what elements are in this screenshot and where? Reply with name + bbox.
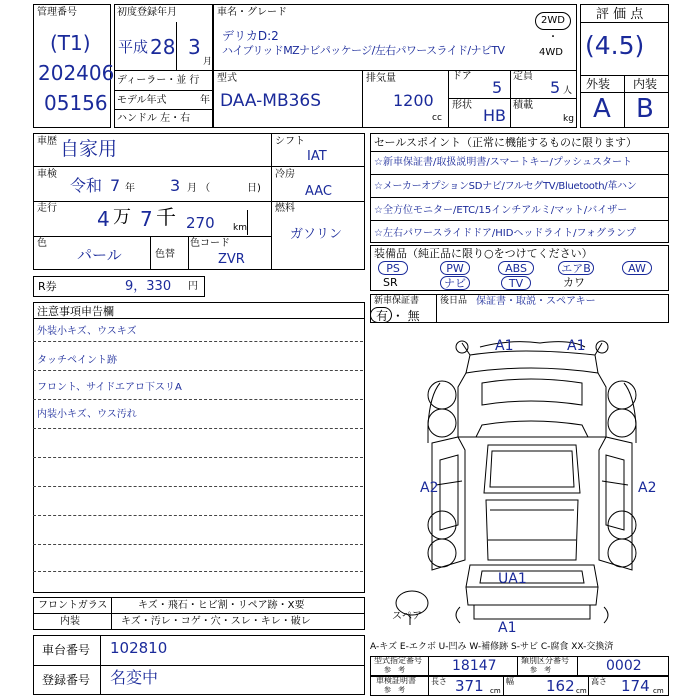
shaken-cert-label: 車検証明書 xyxy=(376,676,416,685)
model-year-label: モデル年式 xyxy=(117,95,167,106)
glass-line xyxy=(33,613,365,614)
kanri-num1: 202406 xyxy=(38,61,115,85)
notes-rule-5 xyxy=(33,457,363,458)
shaken-year: 7 xyxy=(110,176,121,195)
note-2: タッチペイント跡 xyxy=(37,355,117,366)
haiki-label: 排気量 xyxy=(366,73,396,84)
drive-2wd: 2WD xyxy=(541,15,565,26)
shift-label: シフト xyxy=(275,136,305,147)
r-box xyxy=(33,276,205,297)
equip-aw: AW xyxy=(622,261,652,275)
naiso: B xyxy=(636,94,654,124)
notes-rule-1 xyxy=(33,341,363,342)
color-code: ZVR xyxy=(218,252,245,267)
equip-pw: PW xyxy=(440,261,470,275)
equip-airb: エアB xyxy=(558,261,594,275)
note-3: フロント、サイドエアロ下スリA xyxy=(37,382,182,393)
height-label: 高さ xyxy=(591,677,607,686)
shaken-year-unit: 年 xyxy=(125,183,135,194)
sekisai-label: 積載 xyxy=(513,100,533,111)
drive-4wd: 4WD xyxy=(539,47,563,58)
gaiso-label: 外装 xyxy=(586,77,611,91)
note-4: 内装小キズ、ウス汚れ xyxy=(37,409,137,420)
teiin-unit: 人 xyxy=(563,86,573,96)
kata-shitei-sub: 参 考 xyxy=(384,666,405,674)
naigai-divider xyxy=(624,75,625,128)
mark-rear: UA1 xyxy=(498,571,527,587)
man-unit: 万 xyxy=(113,207,131,228)
shaken-cert-sub: 参 考 xyxy=(384,686,405,694)
equip-title: 装備品（純正品に限り○をつけてください） xyxy=(374,247,593,260)
equip-ps: PS xyxy=(378,261,408,275)
mark-side-left: A2 xyxy=(420,480,439,496)
katashiki: DAA-MB36S xyxy=(220,91,322,111)
equip-navi: ナビ xyxy=(440,276,470,290)
shodo-label: 初度登録年月 xyxy=(117,7,177,18)
nenryo-label: 燃料 xyxy=(275,203,295,214)
equip-abs: ABS xyxy=(498,261,534,275)
notes-rule-4 xyxy=(33,428,363,429)
sekisai-unit: kg xyxy=(563,114,574,124)
warranty-label: 新車保証書 xyxy=(374,296,420,306)
iro-label: 色 xyxy=(37,238,47,249)
hyoka-line xyxy=(580,22,669,23)
later-label: 後日品 xyxy=(440,296,468,306)
width: 162 xyxy=(546,677,575,695)
iro-line xyxy=(33,236,271,237)
ruibetsu-label: 類別区分番号 xyxy=(521,656,569,665)
notes-rule-9 xyxy=(33,571,363,572)
length-cm: cm xyxy=(490,687,501,695)
name-line2: ハイブリッドMZナビパッケージ/左右パワースライド/ナビTV xyxy=(222,44,505,57)
haiki: 1200 xyxy=(393,91,434,110)
door-divider xyxy=(448,70,449,128)
front-glass: キズ・飛石・ヒビ割・リペア跡・X要 xyxy=(138,600,305,611)
hyoka: (4.5) xyxy=(585,31,645,60)
sales-line1 xyxy=(370,174,669,175)
shaken-month: 3 xyxy=(170,176,181,195)
shareki: 自家用 xyxy=(60,138,118,160)
reg: 名変中 xyxy=(110,668,159,687)
kata-shitei: 18147 xyxy=(452,658,497,674)
model-year-unit: 年 xyxy=(200,95,210,106)
sales-line2 xyxy=(370,197,669,198)
car-diagram xyxy=(370,325,670,635)
later: 保証書・取説・スペアキー xyxy=(476,296,596,307)
year: 28 xyxy=(150,35,176,59)
shaken-line xyxy=(33,166,271,167)
name-line1: デリカD:2 xyxy=(222,29,279,43)
sen-unit: 千 xyxy=(156,205,176,229)
sales-title: セールスポイント（正常に機能するものに限ります） xyxy=(374,136,638,149)
hyoka-label: 評 価 点 xyxy=(596,7,644,22)
equip-tv: TV xyxy=(501,276,531,290)
month: 3 xyxy=(188,35,201,59)
soko-rest: 270 xyxy=(186,214,215,232)
spare-label: スペア xyxy=(392,611,422,622)
shareki-label: 車歴 xyxy=(37,136,57,147)
teiin-divider xyxy=(510,70,511,98)
notes-rule-7 xyxy=(33,515,363,516)
equip-sr: SR xyxy=(383,276,398,289)
notes-rule-6 xyxy=(33,486,363,487)
nenryo-line xyxy=(271,201,365,202)
warranty-divider xyxy=(436,294,437,323)
mark-rear-bottom: A1 xyxy=(498,620,517,636)
kata-divider1 xyxy=(428,656,429,676)
notes-rule-8 xyxy=(33,544,363,545)
sales-line-1: ☆新車保証書/取扱説明書/スマートキー/プッシュスタート xyxy=(374,157,632,168)
door-label: ドア xyxy=(452,71,472,82)
km-unit: km xyxy=(233,223,247,233)
shaken-day-unit: 日) xyxy=(247,183,261,194)
length-label: 長さ xyxy=(431,677,447,686)
colorcode-divider xyxy=(188,236,189,270)
iro: パール xyxy=(77,246,122,264)
mark-side-right: A2 xyxy=(638,480,657,496)
height: 174 xyxy=(621,677,650,695)
shokugae-divider xyxy=(150,236,151,270)
cert-divider1 xyxy=(428,676,429,696)
haiki-unit: cc xyxy=(432,113,442,123)
chassis-label: 車台番号 xyxy=(42,643,91,657)
r-value: 9，330 xyxy=(125,279,172,294)
kata-divider2 xyxy=(517,656,518,676)
shokugae-label: 色替 xyxy=(155,249,175,260)
width-cm: cm xyxy=(576,687,587,695)
soko-line xyxy=(33,201,271,202)
km-divider xyxy=(247,210,248,235)
sales-line-4: ☆左右パワースライドドア/HIDヘッドライト/フォグランプ xyxy=(374,228,636,239)
teiin: 5 xyxy=(550,78,561,97)
soko-man: 4 xyxy=(97,207,110,231)
kanri-t: (T1) xyxy=(50,31,91,55)
kata-shitei-label: 型式指定番号 xyxy=(374,656,422,665)
nenryo: ガソリン xyxy=(290,227,343,242)
note-1: 外装小キズ、ウスキズ xyxy=(37,326,137,337)
chassis-divider xyxy=(100,635,101,695)
notes-box xyxy=(33,302,365,593)
soko-sen: 7 xyxy=(140,207,153,231)
cert-divider3 xyxy=(588,676,589,696)
front-glass-label: フロントガラス xyxy=(38,600,108,611)
glass-divider xyxy=(111,597,112,630)
kanri-num2: 05156 xyxy=(44,91,108,115)
sales-line0 xyxy=(370,151,669,152)
sales-line-2: ☆メーカーオプションSDナビ/フルセグTV/Bluetooth/革ハン xyxy=(374,181,637,192)
legend: A-キズ E-エクボ U-凹み W-補修跡 S-サビ C-腐食 XX-交換済 xyxy=(370,642,614,652)
ruibetsu-sub: 参 考 xyxy=(530,666,551,674)
width-label: 幅 xyxy=(506,677,514,686)
sekisai-divider xyxy=(510,98,511,128)
keijo-line xyxy=(448,98,577,99)
notes-title-line xyxy=(33,318,365,319)
keijo-label: 形状 xyxy=(452,100,472,111)
drive-dot: ・ xyxy=(548,32,558,43)
height-cm: cm xyxy=(653,687,664,695)
shaken-era: 令和 xyxy=(70,176,103,195)
dealer-label: ディーラー・並 行 xyxy=(117,75,200,86)
warranty-options: 有 ・ 無 xyxy=(376,309,420,323)
chassis: 102810 xyxy=(110,639,168,657)
door: 5 xyxy=(492,78,503,97)
interior: キズ・汚レ・コゲ・穴・スレ・キレ・破レ xyxy=(121,616,311,627)
sales-line3 xyxy=(370,220,669,221)
gaiso: A xyxy=(593,94,611,124)
shaken-month-unit: 月 （ xyxy=(187,183,211,194)
sales-line-3: ☆全方位モニター/ETC/15インチアルミ/マット/バイザー xyxy=(374,205,628,216)
length: 371 xyxy=(455,677,484,695)
equip-kawa: カワ xyxy=(563,276,585,289)
soko-label: 走行 xyxy=(37,203,57,214)
handle-label: ハンドル 左・右 xyxy=(117,113,191,124)
kanri-label: 管理番号 xyxy=(37,7,77,18)
mark-front-left: A1 xyxy=(495,338,514,354)
ruibetsu: 0002 xyxy=(606,658,642,674)
notes-rule-3 xyxy=(33,399,363,400)
reibo: AAC xyxy=(305,184,332,199)
notes-rule-2 xyxy=(33,370,363,371)
shaken-label: 車検 xyxy=(37,169,57,180)
chassis-line xyxy=(33,665,365,666)
interior-label: 内装 xyxy=(60,616,80,627)
era: 平成 xyxy=(118,38,149,56)
year-divider xyxy=(176,22,177,70)
keijo: HB xyxy=(483,106,507,125)
r-unit: 円 xyxy=(188,281,198,292)
reibo-label: 冷房 xyxy=(275,169,295,180)
modelyear-line xyxy=(114,90,213,91)
reg-label: 登録番号 xyxy=(42,673,91,687)
reibo-line xyxy=(271,166,365,167)
handle-line xyxy=(114,109,213,110)
kata-divider3 xyxy=(577,656,578,676)
cert-divider2 xyxy=(503,676,504,696)
naigai-line2 xyxy=(580,92,669,93)
dealer-line xyxy=(114,70,213,71)
katashiki-divider xyxy=(362,70,363,128)
color-code-label: 色コード xyxy=(190,238,230,249)
month-unit: 月 xyxy=(203,57,213,67)
katashiki-label: 型式 xyxy=(217,73,237,84)
mark-front-right: A1 xyxy=(567,338,586,354)
name-label: 車名・グレード xyxy=(217,7,287,18)
naiso-label: 内装 xyxy=(633,77,658,91)
shift: IAT xyxy=(307,149,327,164)
notes-title: 注意事項申告欄 xyxy=(37,305,114,318)
r-label: R券 xyxy=(38,280,57,293)
teiin-label: 定員 xyxy=(513,71,533,82)
